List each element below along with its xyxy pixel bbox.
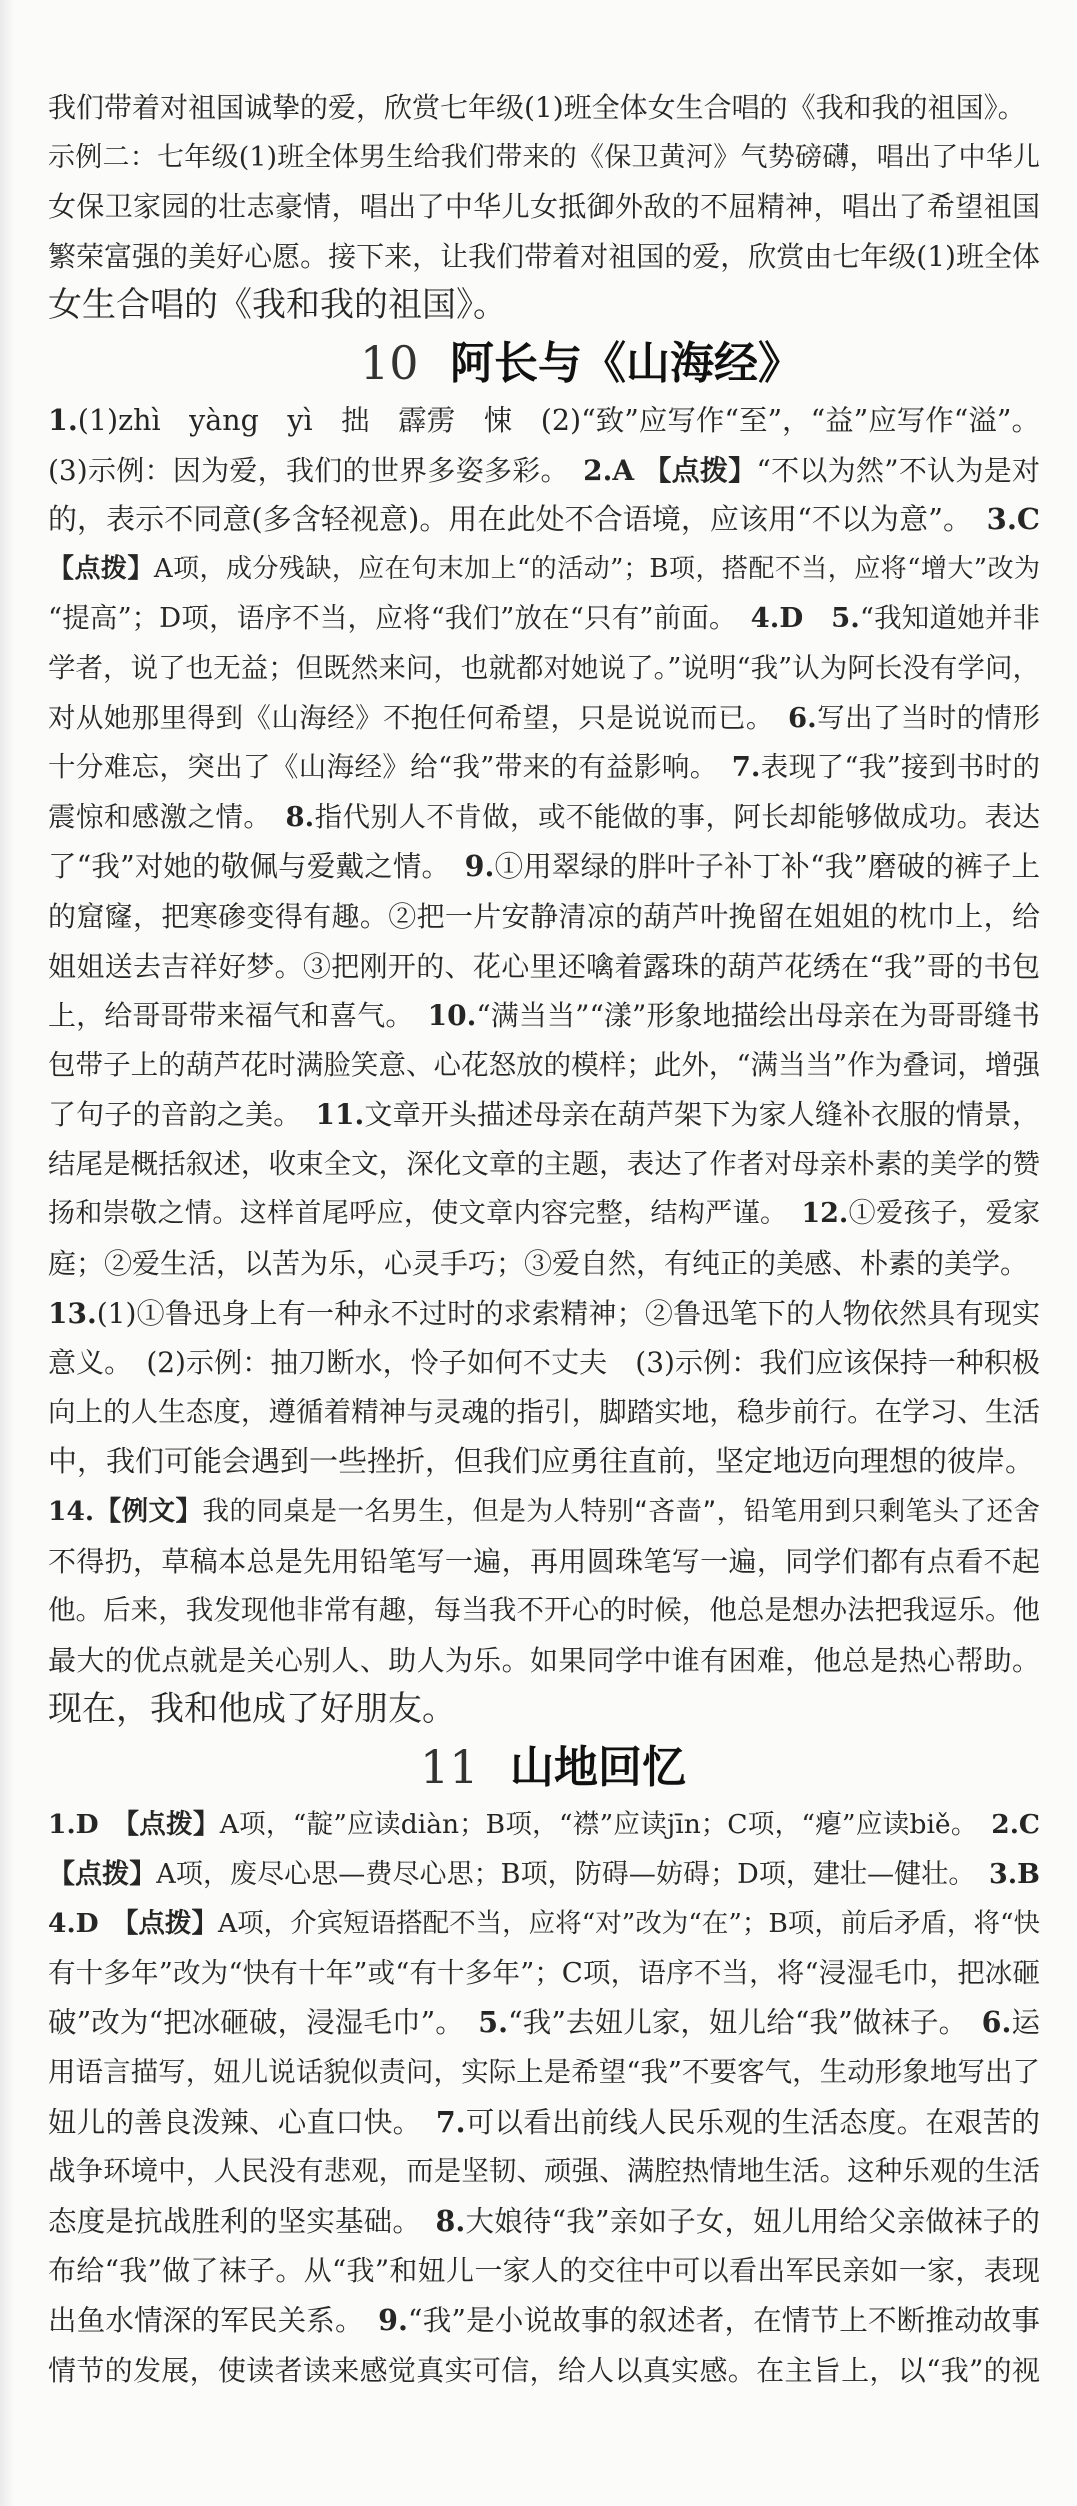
text-line <box>48 2296 1040 2346</box>
text-line <box>48 2147 1040 2197</box>
answer-text: 向上的人生态度，遵循着精神与灵魂的指引，脚踏实地，稳步前行。在学习、生活 <box>48 1395 1040 1428</box>
answer-label: 5. <box>831 602 860 635</box>
answer-text: 态度是抗战胜利的坚实基础。 <box>48 2204 436 2238</box>
answer-text: 繁荣富强的美好心愿。接下来，让我们带着对祖国的爱，欣赏由七年级(1)班全体 <box>48 239 1040 273</box>
answer-text: “我”是小说故事的叙述者，在情节上不断推动故事 <box>407 2303 1040 2337</box>
answer-text: 意义。 (2)示例：抽刀断水，怜子如何不丈夫 (3)示例：我们应该保持一种积极 <box>48 1346 1040 1380</box>
text-line <box>48 1636 1040 1686</box>
answer-text: 十分难忘，突出了《山海经》给“我”带来的有益影响。 <box>48 751 732 784</box>
answer-label: 3.C <box>986 502 1040 537</box>
text-line <box>48 594 1040 644</box>
answer-label: 【点拨】 <box>48 553 154 584</box>
answer-text: 情节的发展，使读者读来感觉真实可信，给人以真实感。在主旨上，以“我”的视 <box>48 2353 1040 2387</box>
answer-text: 了“我”对她的敬佩与爱戴之情。 <box>48 850 465 884</box>
answer-text: 庭；②爱生活，以苦为乐，心灵手巧；③爱自然，有纯正的美感、朴素的美学。 <box>48 1247 1029 1281</box>
text-line <box>48 2098 1040 2148</box>
answer-text <box>634 454 643 487</box>
answer-text: 扬和崇敬之情。这样首尾呼应，使文章内容完整，结构严谨。 <box>48 1198 802 1230</box>
text-line <box>48 495 1040 545</box>
text-line <box>48 644 1040 694</box>
text-line <box>48 892 1040 942</box>
answer-text: 我的同桌是一名男生，但是为人特别“吝啬”，铅笔用到只剩笔头了还舍 <box>202 1496 1040 1528</box>
answer-text: 表现了“我”接到书时的 <box>760 751 1040 784</box>
section-1 <box>48 331 1040 1735</box>
answer-label: 2.A <box>583 453 635 487</box>
text-line <box>48 1388 1040 1438</box>
answer-label: 8. <box>285 800 315 833</box>
text-line <box>48 1998 1040 2048</box>
text-line <box>48 1850 1040 1900</box>
answer-label: 8. <box>435 2203 466 2238</box>
answer-text: 示例二：七年级(1)班全体男生给我们带来的《保卫黄河》气势磅礴，唱出了中华儿 <box>48 141 1040 173</box>
lesson-number: 11 <box>420 1740 479 1794</box>
answer-text: 结尾是概括叙述，收束全文，深化文章的主题，表达了作者对母亲朴素的美学的赞 <box>48 1147 1040 1180</box>
answer-text: 妞儿的善良泼辣、心直口快。 <box>48 2105 436 2139</box>
answer-text: A项，“靛”应读diàn；B项，“襟”应读jīn；C项，“瘪”应读biě。 <box>219 1809 992 1840</box>
lesson-heading <box>48 1735 1040 1800</box>
answer-text: 指代别人不肯做，或不能做的事，阿长却能够做成功。表达 <box>314 800 1041 833</box>
lesson-title: 阿长与《山海经》 <box>450 337 802 389</box>
text-line <box>48 133 1040 183</box>
text-line <box>48 842 1040 892</box>
text-line <box>48 1949 1040 1999</box>
answer-text: (1)zhì yàng yì 拙 霹雳 悚 (2)“致”应写作“至”，“益”应写作“溢”。 <box>77 403 1040 437</box>
answer-label: 2.C <box>991 1809 1041 1840</box>
answer-label: 11. <box>315 1098 365 1132</box>
text-line <box>48 232 1040 282</box>
text-line <box>48 1437 1040 1487</box>
text-line <box>48 281 1040 331</box>
answer-text: 最大的优点就是关心别人、助人为乐。如果同学中谁有困难，他总是热心帮助。 <box>48 1643 1040 1677</box>
answer-label: 13. <box>48 1296 97 1330</box>
answer-label: 4.D <box>48 1908 99 1940</box>
answer-text: 了句子的音韵之美。 <box>48 1098 316 1132</box>
answer-text: A项，介宾短语搭配不当，应将“对”改为“在”；B项，前后矛盾，将“快 <box>217 1908 1040 1940</box>
text-line <box>48 991 1040 1041</box>
answer-label: 【点拨】 <box>48 1858 157 1890</box>
answer-text: ①爱孩子，爱家 <box>848 1198 1040 1230</box>
answer-text: “不以为然”不认为是对 <box>756 453 1040 487</box>
text-line <box>48 1090 1040 1140</box>
text-line <box>48 793 1040 843</box>
answer-label: 9. <box>464 849 495 884</box>
answer-text: (1)①鲁迅身上有一种永不过时的求索精神；②鲁迅笔下的人物依然具有现实 <box>96 1296 1040 1330</box>
answer-text: 大娘待“我”亲如子女，妞儿用给父亲做袜子的 <box>465 2204 1040 2238</box>
answer-text: 上，给哥哥带来福气和喜气。 <box>48 999 428 1033</box>
answer-label: 【点拨】 <box>125 1809 220 1840</box>
answer-text: A项，成分残缺，应在句末加上“的活动”；B项，搭配不当，应将“增大”改为 <box>153 553 1040 584</box>
text-line <box>48 1537 1040 1587</box>
answer-label: 【点拨】 <box>125 1908 218 1940</box>
answer-label: 5. <box>478 2005 509 2040</box>
text-line <box>48 694 1040 744</box>
text-line <box>48 396 1040 446</box>
answer-label: 【例文】 <box>94 1496 203 1528</box>
answer-text: 写出了当时的情形 <box>816 701 1041 734</box>
text-line <box>48 1899 1040 1949</box>
answer-text: 的，表示不同意(多含轻视意)。用在此处不合语境，应该用“不以为意”。 <box>48 502 987 537</box>
text-line <box>48 1140 1040 1190</box>
text-line <box>48 1685 1040 1735</box>
text-line <box>48 2346 1040 2396</box>
answer-text: (3)示例：因为爱，我们的世界多姿多彩。 <box>48 453 584 487</box>
text-line <box>48 1800 1040 1850</box>
text-line <box>48 1189 1040 1239</box>
answer-text: 学者，说了也无益；但既然来问，也就都对她说了。”说明“我”认为阿长没有学问， <box>48 651 1040 684</box>
answer-text: “我知道她并非 <box>859 602 1041 635</box>
section-2 <box>48 1735 1040 2395</box>
answer-text: 女保卫家园的壮志豪情，唱出了中华儿女抵御外敌的不屈精神，唱出了希望祖国 <box>48 190 1040 224</box>
text-line <box>48 743 1040 793</box>
text-line <box>48 2246 1040 2296</box>
text-line <box>48 1239 1040 1289</box>
answer-label: 1.D <box>48 1809 99 1840</box>
answer-label: 6. <box>787 701 817 734</box>
answer-label: 6. <box>981 2005 1012 2040</box>
answer-text: 他。后来，我发现他非常有趣，每当我不开心的时候，他总是想办法把我逗乐。他 <box>48 1594 1040 1627</box>
lesson-title: 山地回忆 <box>510 1742 686 1793</box>
text-line <box>48 2197 1040 2247</box>
answer-label: 7. <box>435 2104 466 2139</box>
answer-label: 3.B <box>988 1858 1040 1890</box>
answer-label: 9. <box>378 2302 408 2337</box>
text-line <box>48 1487 1040 1537</box>
answer-text: 的窟窿，把寒碜变得有趣。②把一片安静清凉的葫芦叶挽留在姐姐的枕巾上，给 <box>48 899 1040 933</box>
answer-text: 可以看出前线人民乐观的生活态度。在艰苦的 <box>465 2105 1040 2139</box>
answer-text: “满当当”“漾”形象地描绘出母亲在为哥哥缝书 <box>476 999 1040 1033</box>
answer-text <box>99 1809 126 1840</box>
answer-text: 文章开头描述母亲在葫芦架下为家人缝补衣服的情景， <box>364 1098 1040 1132</box>
text-line <box>48 1338 1040 1388</box>
answer-text: 战争环境中，人民没有悲观，而是坚韧、顽强、满腔热情地生活。这种乐观的生活 <box>48 2155 1040 2188</box>
answer-text: 女生合唱的《我和我的祖国》。 <box>48 285 507 326</box>
answer-text: 不得扔，草稿本总是先用铅笔写一遍，再用圆珠笔写一遍，同学们都有点看不起 <box>48 1544 1040 1578</box>
text-line <box>48 2048 1040 2098</box>
answer-text: 破”改为“把冰砸破，浸湿毛巾”。 <box>48 2006 479 2040</box>
answer-text: 用语言描写，妞儿说话貌似责问，实际上是希望“我”不要客气，生动形象地写出了 <box>48 2055 1040 2088</box>
text-line <box>48 1586 1040 1636</box>
lesson-number: 10 <box>360 335 419 390</box>
answer-text: “我”去妞儿家，妞儿给“我”做袜子。 <box>508 2006 982 2040</box>
answer-label: 【点拨】 <box>643 453 757 487</box>
answer-text: 中，我们可能会遇到一些挫折，但我们应勇往直前，坚定地迈向理想的彼岸。 <box>48 1444 1035 1479</box>
answer-text: 现在，我和他成了好朋友。 <box>48 1689 456 1730</box>
adjacent-page-edge <box>0 0 14 2506</box>
answer-text: 运 <box>1011 2006 1040 2040</box>
answer-text: 对从她那里得到《山海经》不抱任何希望，只是说说而已。 <box>48 701 788 734</box>
answer-page <box>48 83 1040 2395</box>
answer-text <box>99 1908 126 1939</box>
answer-text <box>803 602 831 634</box>
text-line <box>48 1041 1040 1091</box>
answer-label: 4.D <box>750 602 804 635</box>
lesson-heading <box>48 331 1040 396</box>
text-line <box>48 446 1040 496</box>
answer-label: 10. <box>427 999 477 1033</box>
answer-text: 有十多年”改为“快有十年”或“有十多年”；C项，语序不当，将“浸湿毛巾，把冰砸 <box>48 1956 1040 1989</box>
text-line <box>48 182 1040 232</box>
answer-text: 布给“我”做了袜子。从“我”和妞儿一家人的交往中可以看出军民亲如一家，表现 <box>48 2254 1040 2288</box>
answer-text: A项，废尽心思—费尽心思；B项，防碍—妨碍；D项，建壮—健壮。 <box>156 1858 989 1890</box>
answer-text: ①用翠绿的胖叶子补丁补“我”磨破的裤子上 <box>494 850 1040 884</box>
answer-label: 14. <box>48 1496 95 1528</box>
section-0 <box>48 83 1040 331</box>
text-line <box>48 83 1040 133</box>
answer-text: “提高”；D项，语序不当，应将“我们”放在“只有”前面。 <box>48 602 751 635</box>
answer-text: 包带子上的葫芦花时满脸笑意、心花怒放的模样；此外，“满当当”作为叠词，增强 <box>48 1048 1040 1081</box>
answer-label: 7. <box>731 751 761 784</box>
answer-text: 姐姐送去吉祥好梦。③把刚开的、花心里还噙着露珠的葫芦花绣在“我”哥的书包 <box>48 949 1040 983</box>
answer-text: 我们带着对祖国诚挚的爱，欣赏七年级(1)班全体女生合唱的《我和我的祖国》。 <box>48 91 1026 124</box>
answer-text: 出鱼水情深的军民关系。 <box>48 2303 379 2337</box>
answer-label: 1. <box>48 402 78 437</box>
text-line <box>48 942 1040 992</box>
text-line <box>48 1289 1040 1339</box>
answer-text: 震惊和感激之情。 <box>48 800 286 833</box>
text-line <box>48 545 1040 595</box>
answer-label: 12. <box>801 1198 849 1230</box>
